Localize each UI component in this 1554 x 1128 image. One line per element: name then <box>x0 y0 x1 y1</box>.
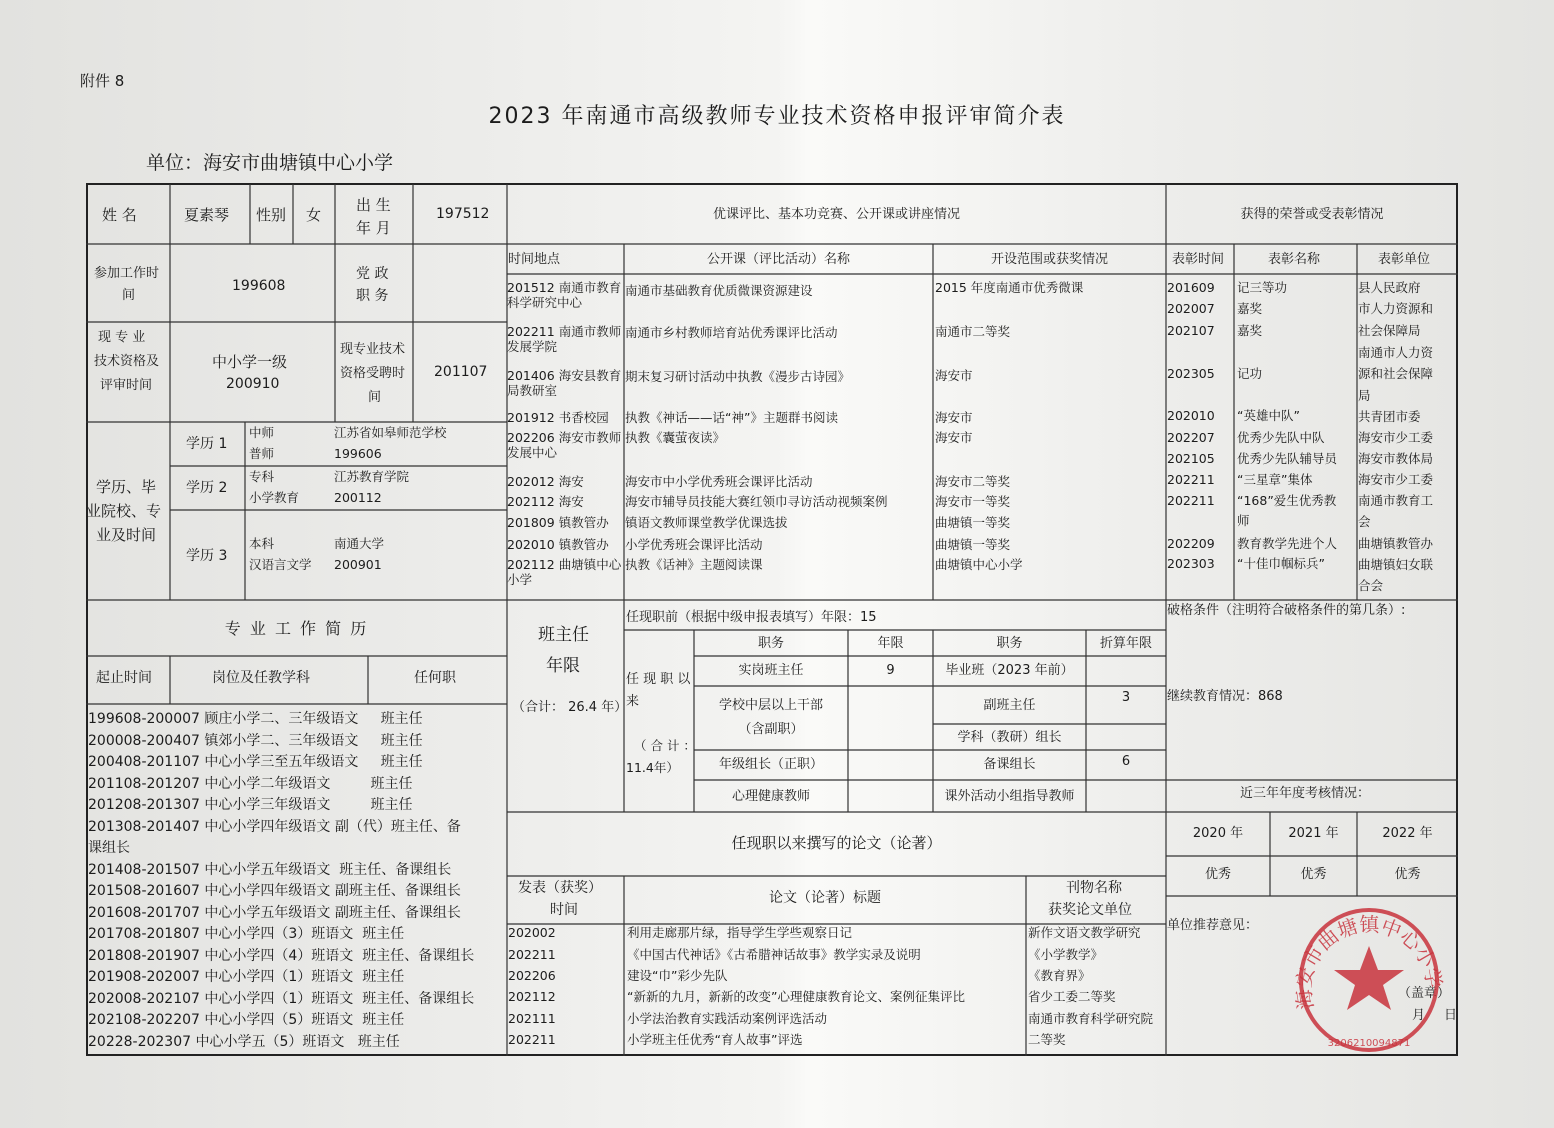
annual-review-title: 近三年年度考核情况： <box>1240 786 1371 801</box>
courses-col-time: 时间地点 <box>508 252 561 267</box>
paper-title: 小学法治教育实践活动案例评选活动 <box>627 1011 828 1026</box>
duty-cell: 心理健康教师 <box>731 789 810 804</box>
conv-cell: 3 <box>1121 690 1131 705</box>
review-result: 优秀 <box>1300 867 1327 882</box>
honor-unit: 曲塘镇教管办 <box>1358 536 1434 551</box>
party-label-2: 职 务 <box>356 288 389 304</box>
honor-unit: 合会 <box>1358 578 1384 593</box>
honor-unit: 海安市少工委 <box>1358 430 1434 445</box>
honors-heading: 获得的荣誉或受表彰情况 <box>1240 207 1384 222</box>
edu1-label: 学历 1 <box>186 436 228 452</box>
birth-value: 197512 <box>436 206 490 222</box>
career-line: 200408-201107 中心小学三至五年级语文 班主任 <box>88 754 423 770</box>
honor-name: 记功 <box>1237 366 1263 381</box>
hire-label-3: 间 <box>368 390 382 405</box>
paper-title: 建设“巾”彩少先队 <box>627 968 728 983</box>
course-result: 曲塘镇中心小学 <box>935 557 1023 572</box>
course-result: 海安市二等奖 <box>935 474 1011 489</box>
course-result: 海安市 <box>935 430 973 445</box>
since-total: （ 合 计 ： <box>634 738 696 753</box>
edu2-school: 江苏教育学院 <box>334 469 410 484</box>
course-name: 海安市辅导员技能大赛红领巾寻访活动视频案例 <box>625 494 888 509</box>
honor-time: 202211 <box>1167 472 1215 487</box>
career-heading: 专 业 工 作 简 历 <box>224 619 369 638</box>
papers-heading: 任现职以来撰写的论文（论著） <box>731 834 942 852</box>
since-label: 任 现 职 以 <box>626 672 691 687</box>
review-year: 2022 年 <box>1382 826 1433 841</box>
papers-col-pub-2: 获奖论文单位 <box>1048 902 1132 918</box>
paper-time: 202002 <box>508 925 556 940</box>
honors-col-unit: 表彰单位 <box>1378 252 1431 267</box>
course-name: 执教《囊萤夜读》 <box>625 430 726 445</box>
review-year: 2020 年 <box>1192 826 1244 841</box>
edu3-school: 南通大学 <box>334 536 385 551</box>
course-result: 海安市 <box>935 368 973 383</box>
career-line: 201208-201307 中心小学三年级语文 班主任 <box>88 797 413 813</box>
papers-col-title: 论文（论著）标题 <box>769 890 881 906</box>
official-seal <box>1284 898 1454 1058</box>
honor-unit: 社会保障局 <box>1358 323 1421 338</box>
course-name: 南通市乡村教师培育站优秀课评比活动 <box>625 325 838 340</box>
course-name: 海安市中小学优秀班会课评比活动 <box>625 474 813 489</box>
course-result: 曲塘镇一等奖 <box>935 515 1011 530</box>
honor-name: 优秀少先队辅导员 <box>1237 451 1338 466</box>
honor-name: 教育教学先进个人 <box>1237 536 1338 551</box>
years-cell: 9 <box>886 663 895 678</box>
edu3-level: 本科 <box>249 536 275 551</box>
papers-col-time: 发表（获奖） <box>518 880 602 896</box>
honor-name: 嘉奖 <box>1237 323 1263 338</box>
paper-publication: 《小学教学》 <box>1028 947 1104 962</box>
courses-heading: 优课评比、基本功竞赛、公开课或讲座情况 <box>712 207 960 222</box>
qual-label-3: 评审时间 <box>100 378 153 393</box>
edu3-major: 汉语言文学 <box>249 557 312 572</box>
birth-label: 出 生 <box>356 196 391 214</box>
career-line: 199608-200007 顾庄小学二、三年级语文 班主任 <box>88 711 423 727</box>
seal-star-icon <box>1334 946 1404 1010</box>
course-result: 2015 年度南通市优秀微课 <box>935 280 1084 295</box>
honor-name: “英雄中队” <box>1237 408 1300 423</box>
honor-time: 202303 <box>1167 556 1215 571</box>
career-line: 课组长 <box>88 840 130 856</box>
course-time: 202206 海安市教师发展中心 <box>507 430 622 460</box>
career-line: 201808-201907 中心小学四（4）班语文 班主任、备课组长 <box>88 947 475 964</box>
course-time: 202112 曲塘镇中心小学 <box>507 557 622 587</box>
honor-unit: 县人民政府 <box>1358 280 1421 295</box>
edu2-date: 200112 <box>334 490 382 505</box>
duty-cell: 年级组长（正职） <box>718 757 823 772</box>
since-total-2: 11.4年） <box>626 760 679 775</box>
honor-unit: 会 <box>1358 514 1371 529</box>
edu3-label: 学历 3 <box>186 548 228 564</box>
course-time: 201809 镇教管办 <box>507 515 609 530</box>
honor-unit: 源和社会保障 <box>1358 366 1434 381</box>
career-line: 202008-202107 中心小学四（1）班语文 班主任、备课组长 <box>88 990 475 1007</box>
paper-publication: 新作文语文教学研究 <box>1028 925 1141 940</box>
edu1-major: 普师 <box>249 446 275 461</box>
work-label-2: 间 <box>122 288 136 303</box>
course-result: 南通市二等奖 <box>935 324 1011 339</box>
paper-publication: 南通市教育科学研究院 <box>1028 1011 1154 1026</box>
paper-time: 202211 <box>508 947 556 962</box>
headteacher-total: （合计： 26.4 年） <box>512 700 628 715</box>
honor-time: 202209 <box>1167 536 1215 551</box>
paper-publication: 《教育界》 <box>1028 968 1091 983</box>
gender-value: 女 <box>306 206 322 224</box>
career-line: 201408-201507 中心小学五年级语文 班主任、备课组长 <box>88 861 452 878</box>
career-line: 201908-202007 中心小学四（1）班语文 班主任 <box>88 969 405 985</box>
honor-name: “三星章”集体 <box>1237 472 1313 487</box>
sign-month: 月 <box>1412 1008 1426 1023</box>
edu2-level: 专科 <box>249 469 275 484</box>
edu1-level: 中师 <box>249 425 275 440</box>
duty-cell: 学校中层以上干部 <box>718 698 823 713</box>
course-time: 202010 镇教管办 <box>507 537 609 552</box>
sign-day: 日 <box>1444 1008 1458 1023</box>
course-time: 202012 海安 <box>507 474 584 489</box>
education-label-2: 业院校、专 <box>86 502 162 520</box>
career-line: 201308-201407 中心小学四年级语文 副（代）班主任、备 <box>88 818 461 835</box>
career-line: 202108-202207 中心小学四（5）班语文 班主任 <box>88 1012 405 1028</box>
honor-time: 202010 <box>1167 408 1215 423</box>
gender-label: 性别 <box>256 206 287 224</box>
career-line: 201108-201207 中心小学二年级语文 班主任 <box>88 775 413 792</box>
edu2-major: 小学教育 <box>249 490 300 505</box>
paper-time: 202206 <box>508 968 556 983</box>
duty2-cell: 毕业班（2023 年前） <box>945 663 1074 678</box>
honor-unit: 南通市人力资 <box>1358 345 1434 360</box>
honor-name: “十佳巾帼标兵” <box>1237 556 1325 571</box>
course-time: 201912 书香校园 <box>507 410 609 425</box>
career-line: 200008-200407 镇郊小学二、三年级语文 班主任 <box>88 732 423 749</box>
headteacher-label-2: 年限 <box>546 656 580 676</box>
course-time: 201406 海安县教育局教研室 <box>507 368 622 398</box>
course-name: 南通市基础教育优质微课资源建设 <box>625 283 813 298</box>
name-value: 夏素琴 <box>184 206 230 224</box>
qual-date-value: 200910 <box>226 376 280 392</box>
work-value: 199608 <box>232 278 286 294</box>
career-line: 201608-201707 中心小学五年级语文 副班主任、备课组长 <box>88 904 461 921</box>
review-result: 优秀 <box>1394 867 1421 882</box>
review-result: 优秀 <box>1204 867 1231 882</box>
honor-time: 202207 <box>1167 430 1215 445</box>
headteacher-label: 班主任 <box>538 625 589 645</box>
honor-time: 202105 <box>1167 451 1215 466</box>
course-name: 执教《神话——话“神”》主题群书阅读 <box>625 410 838 425</box>
conv-cell: 6 <box>1121 754 1131 769</box>
work-label: 参加工作时 <box>94 266 160 281</box>
course-name: 小学优秀班会课评比活动 <box>625 537 763 552</box>
paper-title: 小学班主任优秀“育人故事”评选 <box>627 1032 803 1047</box>
hire-label-2: 资格受聘时 <box>340 366 406 381</box>
honor-time: 202211 <box>1167 493 1215 508</box>
paper-time: 202112 <box>508 989 556 1004</box>
education-label-3: 业及时间 <box>96 526 157 544</box>
career-line: 20228-202307 中心小学五（5）班语文 班主任 <box>88 1033 400 1050</box>
edu1-date: 199606 <box>334 446 382 461</box>
honor-name: “168”爱生优秀教 <box>1237 493 1337 508</box>
seal-stamp-label: （盖章） <box>1398 986 1451 1001</box>
honor-unit: 市人力资源和 <box>1358 301 1434 316</box>
course-name: 执教《话神》主题阅读课 <box>625 557 763 572</box>
honor-time: 202007 <box>1167 301 1215 316</box>
career-line: 201508-201607 中心小学四年级语文 副班主任、备课组长 <box>88 883 461 899</box>
honor-name: 优秀少先队中队 <box>1237 430 1325 445</box>
duty-col: 职务 <box>757 636 784 651</box>
duty2-cell: 副班主任 <box>983 698 1036 713</box>
paper-publication: 二等奖 <box>1028 1032 1066 1047</box>
course-result: 曲塘镇一等奖 <box>935 537 1011 552</box>
honor-name: 记三等功 <box>1237 280 1288 295</box>
duty2-col: 职务 <box>996 636 1023 651</box>
paper-time: 202211 <box>508 1032 556 1047</box>
honor-unit: 海安市少工委 <box>1358 472 1434 487</box>
duty-cell-2: （含副职） <box>738 722 804 737</box>
courses-col-result: 开设范围或获奖情况 <box>990 252 1108 267</box>
career-col-time: 起止时间 <box>96 670 152 686</box>
duty2-cell: 学科（教研）组长 <box>957 730 1062 745</box>
party-label: 党 政 <box>356 266 389 282</box>
break-condition-label: 破格条件（注明符合破格条件的第几条）: <box>1167 603 1406 618</box>
headteacher-before: 任现职前（根据中级申报表填写）年限：15 <box>626 610 877 625</box>
conv-col: 折算年限 <box>1099 636 1152 651</box>
honor-name: 嘉奖 <box>1237 301 1263 316</box>
honor-unit: 局 <box>1358 388 1371 403</box>
honor-time: 202107 <box>1167 323 1215 338</box>
honor-unit: 曲塘镇妇女联 <box>1358 557 1434 572</box>
birth-label-2: 年 月 <box>356 219 391 237</box>
edu1-school: 江苏省如皋师范学校 <box>334 425 447 440</box>
hire-value: 201107 <box>434 364 488 380</box>
course-time: 202211 南通市教师发展学院 <box>507 324 622 354</box>
qual-value: 中小学一级 <box>212 353 288 371</box>
papers-col-time-2: 时间 <box>550 902 578 918</box>
edu2-label: 学历 2 <box>186 480 228 496</box>
review-year: 2021 年 <box>1288 826 1339 841</box>
career-col-role: 任何职 <box>414 670 456 686</box>
since-label-2: 来 <box>626 694 640 709</box>
career-line: 201708-201807 中心小学四（3）班语文 班主任 <box>88 926 405 942</box>
qual-label: 现 专 业 <box>98 330 146 345</box>
course-result: 海安市一等奖 <box>935 494 1011 509</box>
honor-time: 202305 <box>1167 366 1215 381</box>
honor-name: 师 <box>1237 513 1250 528</box>
course-name: 期末复习研讨活动中执教《漫步古诗园》 <box>625 369 851 384</box>
courses-col-name: 公开课（评比活动）名称 <box>706 252 850 267</box>
attachment-label: 附件 8 <box>80 72 125 90</box>
course-result: 海安市 <box>935 410 973 425</box>
papers-col-pub: 刊物名称 <box>1066 880 1122 896</box>
honor-unit: 海安市教体局 <box>1358 451 1434 466</box>
paper-publication: 省少工委二等奖 <box>1028 989 1116 1004</box>
duty2-cell: 课外活动小组指导教师 <box>944 789 1075 804</box>
edu3-date: 200901 <box>334 557 382 572</box>
paper-title: “新新的九月，新新的改变”心理健康教育论文、案例征集评比 <box>627 989 965 1004</box>
duty2-cell: 备课组长 <box>983 757 1036 772</box>
qual-label-2: 技术资格及 <box>94 354 160 369</box>
seal-text: 海安市曲塘镇中心小学 <box>1291 912 1447 1012</box>
honor-unit: 南通市教育工 <box>1358 493 1434 508</box>
years-col: 年限 <box>877 636 904 651</box>
course-time: 202112 海安 <box>507 494 584 509</box>
paper-time: 202111 <box>508 1011 556 1026</box>
continuing-education: 继续教育情况：868 <box>1167 689 1283 704</box>
course-time: 201512 南通市教育科学研究中心 <box>507 280 622 310</box>
honor-time: 201609 <box>1167 280 1215 295</box>
education-label: 学历、毕 <box>96 478 157 496</box>
paper-title: 《中国古代神话》《古希腊神话故事》教学实录及说明 <box>627 947 921 962</box>
career-col-post: 岗位及任教学科 <box>212 670 310 686</box>
page-title: 2023 年南通市高级教师专业技术资格申报评审简介表 <box>488 104 1066 129</box>
seal-code: 3206210094871 <box>1327 1038 1411 1049</box>
paper-title: 利用走廊那片绿，指导学生学些观察日记 <box>627 925 853 940</box>
honors-col-name: 表彰名称 <box>1268 252 1321 267</box>
name-label: 姓 名 <box>102 206 137 224</box>
hire-label: 现专业技术 <box>340 342 406 357</box>
unit-label: 单位：海安市曲塘镇中心小学 <box>146 152 394 174</box>
honor-unit: 共青团市委 <box>1358 409 1421 424</box>
recommendation-label: 单位推荐意见： <box>1167 918 1259 933</box>
duty-cell: 实岗班主任 <box>738 663 804 678</box>
honors-col-time: 表彰时间 <box>1172 252 1225 267</box>
course-name: 镇语文教师课堂教学优课选拔 <box>625 515 788 530</box>
